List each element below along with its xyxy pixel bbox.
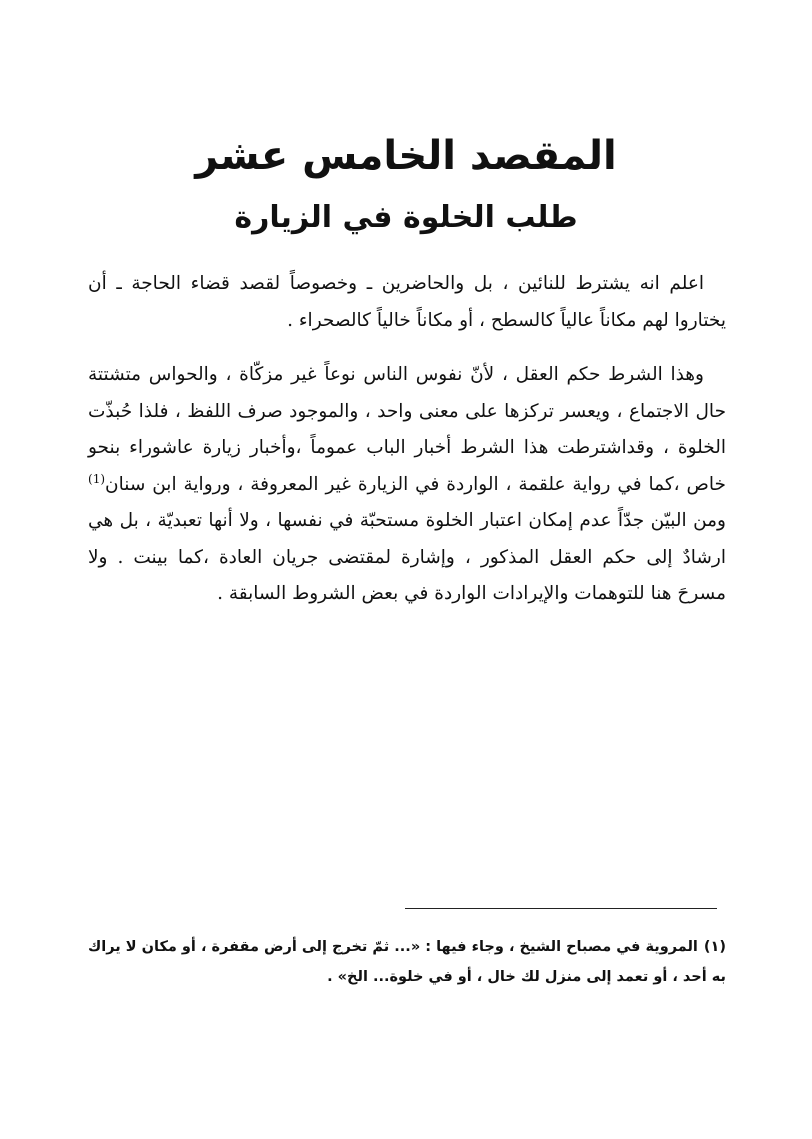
paragraph-2-part-1: وهذا الشرط حكم العقل ، لأنّ نفوس الناس نوعاً غير مزكّاة ، والحواس متشتتة حال الاجتماع ، ويعسر تركزها على معنى واحد ، والموجود صرف اللفظ ، فلذا حُبذّت الخلوة ، وقداشترطت هذا الشرط أخبار الباب عموماً ،وأخبار زيارة عاشوراء بنحو خاص ،كما في رواية علقمة ، الواردة في الزيارة غير المعروفة ، ورواية ابن سنان <box>88 364 726 495</box>
footnote-separator <box>405 908 717 909</box>
footnote-reference[interactable]: (1) <box>88 471 106 486</box>
footnote-marker: (١) <box>703 939 726 955</box>
paragraph-1: اعلم انه يشترط للنائين ، بل والحاضرين ـ وخصوصاً لقصد قضاء الحاجة ـ أن يختاروا لهم مكاناً عالياً كالسطح ، أو مكاناً خالياً كالصحراء . <box>88 273 726 331</box>
section-title: طلب الخلوة في الزيارة <box>234 200 578 235</box>
chapter-title: المقصد الخامس عشر <box>195 133 617 179</box>
body-text <box>88 266 726 613</box>
footnote <box>88 932 726 992</box>
footnote-text: المروية في مصباح الشيخ ، وجاء فيها : «... ثمّ تخرج إلى أرض مقفرة ، أو مكان لا يراك به أحد ، أو تعمد إلى منزل لك خال ، أو في خلوة... الخ» . <box>88 939 726 985</box>
paragraph-2 <box>88 357 726 613</box>
paragraph-2-part-2: ومن البيّن جدّاً عدم إمكان اعتبار الخلوة مستحبّة في نفسها ، ولا أنها تعبديّة ، بل هي ارشادٌ إلى حكم العقل المذكور ، وإشارة لمقتضى جريان العادة ،كما بينت . ولا مسرحَ هنا للتوهمات والإيرادات الواردة في بعض الشروط السابقة . <box>88 510 726 604</box>
